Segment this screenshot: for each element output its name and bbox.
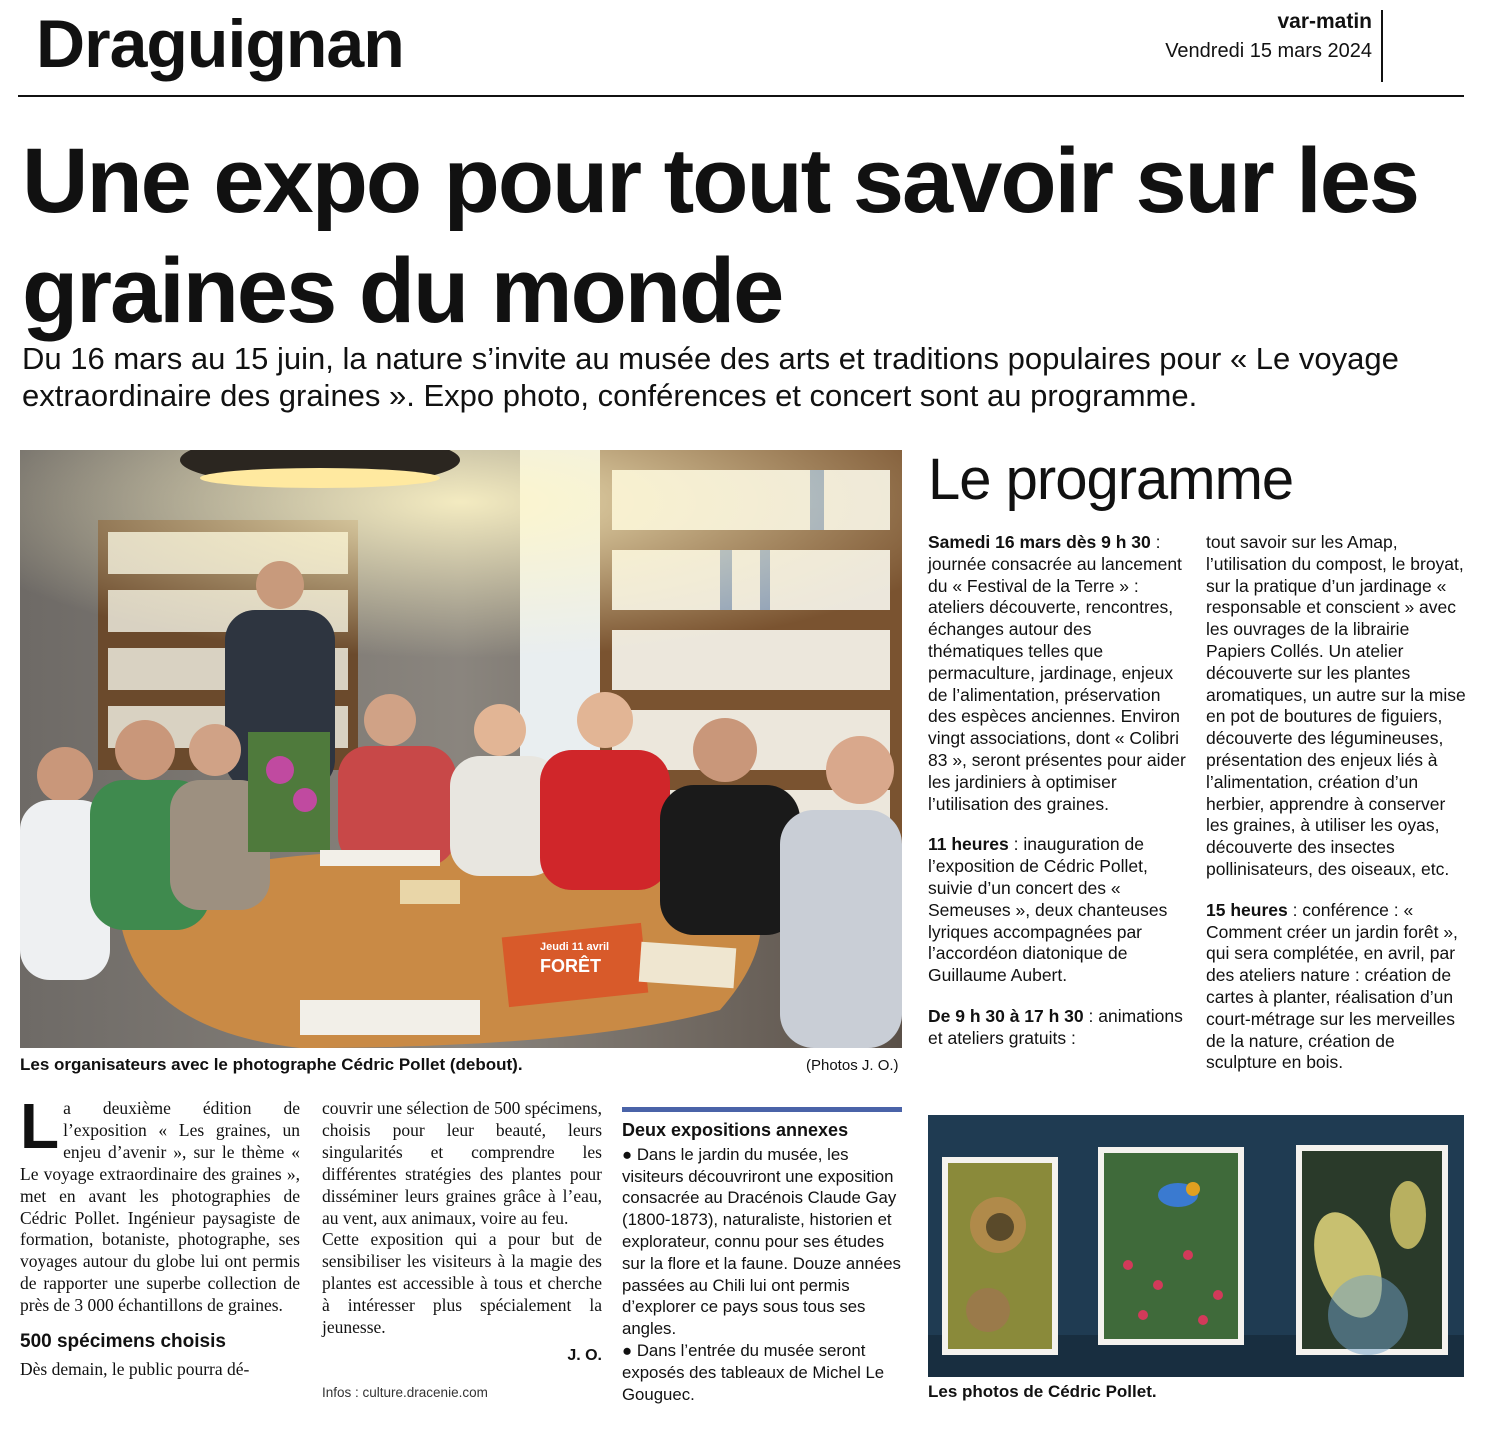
bullet-icon: ●: [622, 1144, 633, 1164]
headline: Une expo pour tout savoir sur les graines du monde: [22, 130, 1419, 342]
programme-item-workshops: [928, 1006, 1190, 1050]
body-column-2: [322, 1098, 602, 1367]
programme-time: De 9 h 30 à 17 h 30: [928, 1005, 1084, 1026]
programme-item-11h: [928, 834, 1190, 987]
body-text: a deuxième édition de l’exposition « Les graines, un enjeu d’avenir », sur le thème « Le voyage extraordinaire des graines », met en avant les photographies de Cédric Pollet. Ingénieur paysagiste de formation, botaniste, photographe, ses voyages autour du globe lui ont permis de rapporter une superbe collection de près de 3 000 échantillons de graines.: [20, 1098, 300, 1316]
deck: Du 16 mars au 15 juin, la nature s’invite au musée des arts et traditions populaires pour « Le voyage extraordinaire des graines ». Expo photo, conférences et concert sont au programme.: [22, 341, 1399, 413]
publication-date: Vendredi 15 mars 2024: [1165, 40, 1372, 62]
programme-time: 11 heures: [928, 834, 1009, 855]
gallery-caption: Les photos de Cédric Pollet.: [928, 1382, 1157, 1401]
programme-time: Samedi 16 mars dès 9 h 30: [928, 532, 1151, 552]
programme-item-15h: [1206, 900, 1466, 1074]
programme-text: : journée consacrée au lancement du « Festival de la Terre » : ateliers découverte, rencontres, échanges autour des thématiques telles que permaculture, jardinage, enjeux de l’alimentation, préservation des espèces anciennes. Environ vingt associations, dont « Colibri 83 », seront présentes pour aider les jardiniers à optimiser l’utilisation des graines.: [928, 532, 1186, 814]
programme-item-saturday: [928, 532, 1190, 815]
annex-box: [622, 1120, 902, 1405]
newspaper-brand: var-matin: [1277, 10, 1372, 33]
programme-item-workshops-cont: tout savoir sur les Amap, l’utilisation du compost, le broyat, sur la pratique d’un jardinage « responsable et conscient » avec les ouvrages de la librairie Papiers Collés. Un atelier découverte sur les plantes aromatiques, un autre sur la mise en pot de boutures de figuiers, découverte des légumineuses, présentation des enjeux liés à l’alimentation, création d’un herbier, apprendre à conserver les graines, à utiliser les oyas, découverte des insectes pollinisateurs, des oiseaux, etc.: [1206, 532, 1466, 879]
programme-text: : animations et ateliers gratuits :: [928, 1005, 1183, 1048]
main-photo-illustration: [20, 450, 902, 1048]
drop-cap: L: [20, 1090, 60, 1162]
main-photo: [20, 450, 902, 1048]
annex-item-text: Dans le jardin du musée, les visiteurs découvriront une exposition consacrée au Dracénois Claude Gay (1800-1873), naturaliste, historien et explorateur, connu pour ses études sur la flore et la faune. Douze années passées au Chili lui ont permis d’explorer ce pays sous tous ses angles.: [622, 1144, 901, 1339]
bullet-icon: ●: [622, 1340, 633, 1360]
gallery-photo: [928, 1115, 1464, 1377]
annex-title: Deux expositions annexes: [622, 1120, 849, 1140]
annex-item-text: Dans l’entrée du musée seront exposés des tableaux de Michel Le Gouguec.: [622, 1340, 885, 1404]
poster-date: Jeudi 11 avril: [540, 941, 610, 953]
body-text: Dès demain, le public pourra dé-: [20, 1358, 250, 1379]
subhead: 500 spécimens choisis: [20, 1331, 226, 1353]
body-text: couvrir une sélection de 500 spécimens, choisis pour leur beauté, leurs singularités et comprendre les différentes stratégies des plantes pour disséminer leurs graines grâce à l’eau, au vent, aux animaux, voire au feu.: [322, 1098, 602, 1228]
programme-title: Le programme: [928, 447, 1294, 512]
author-byline: J. O.: [567, 1346, 602, 1364]
annex-item: [622, 1340, 902, 1405]
photo-credit: (Photos J. O.): [806, 1057, 899, 1074]
programme-text: : inauguration de l’exposition de Cédric Pollet, suivie d’un concert des « Semeuses », deux chanteuses lyriques accompagnées par l’accordéon diatonique de Guillaume Aubert.: [928, 834, 1168, 986]
annex-item: [622, 1144, 902, 1340]
programme-column-1: [928, 532, 1190, 1069]
annex-rule: [622, 1107, 902, 1112]
header-divider: [1381, 10, 1383, 82]
body-column-1: [20, 1090, 300, 1381]
programme-column-2: [1206, 532, 1466, 1093]
body-text: Cette exposition qui a pour but de sensibiliser les visiteurs à la magie des plantes est accessible à tous et cherche à intéresser plus spécialement la jeunesse.: [322, 1229, 602, 1338]
infos-line: Infos : culture.dracenie.com: [322, 1385, 488, 1400]
gallery-illustration: [928, 1115, 1464, 1377]
photo-caption: Les organisateurs avec le photographe Cédric Pollet (debout).: [20, 1055, 523, 1074]
programme-time: 15 heures: [1206, 899, 1288, 920]
header-rule: [18, 95, 1464, 97]
poster-title: FORÊT: [540, 956, 601, 976]
programme-text: : conférence : « Comment créer un jardin forêt », qui sera complétée, en avril, par des ateliers nature : création de cartes à planter, réalisation d’un court-métrage sur les merveilles de la nature, création de sculpture en bois.: [1206, 899, 1458, 1073]
section-title: Draguignan: [36, 6, 404, 82]
